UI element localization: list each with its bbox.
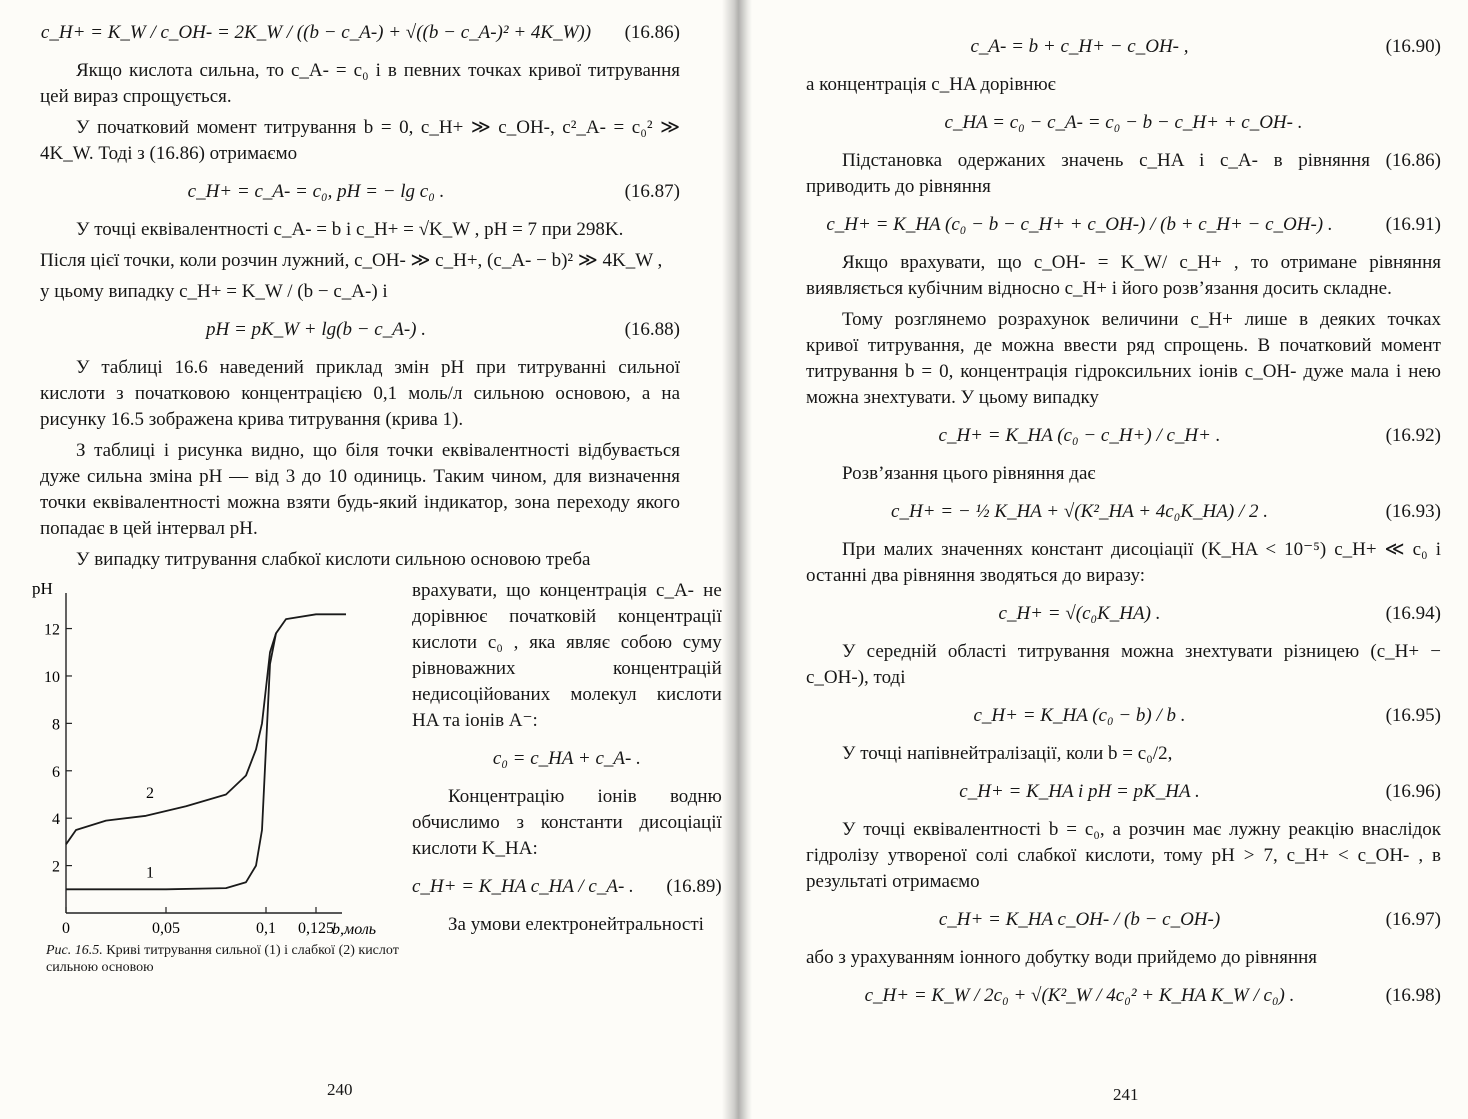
page-241	[738, 0, 1468, 1119]
equation-16-93	[806, 492, 1441, 532]
paragraph: Розв’язання цього рівняння дає	[842, 463, 1096, 484]
equation-formula: c_H+ = K_HA (c₀ − b) / b .	[973, 705, 1186, 726]
chart-series	[66, 614, 346, 889]
equation-formula: c_H+ = √(c₀K_HA) .	[998, 603, 1161, 624]
equation-number: (16.96)	[1385, 781, 1441, 802]
equation-number: (16.98)	[1385, 985, 1441, 1006]
equation-formula: c_A- = b + c_H+ − c_OH- ,	[970, 36, 1189, 57]
chart-axes	[66, 593, 342, 913]
equation-16-91	[806, 205, 1441, 245]
equation-formula: c_H+ = K_HA (c₀ − c_H+) / c_H+ .	[938, 425, 1221, 446]
y-tick-label: 4	[52, 811, 60, 829]
figure-16-5	[32, 578, 400, 976]
paragraph: Підстановка одержаних значень c_HA і c_A- в рівняння (16.86) приводить до рівняння	[806, 150, 1441, 197]
paragraph: Якщо врахувати, що c_OH- = K_W/ c_H+ , то отримане рівняння виявляється кубічним відносно c_H+ і його розв’язання досить складне.	[806, 252, 1441, 299]
equation-16-94	[806, 594, 1441, 634]
equation-formula: c_H+ = K_W / c_OH- = 2K_W / ((b − c_A-) + √((b − c_A-)² + 4K_W))	[40, 22, 592, 43]
equation-16-90	[806, 27, 1441, 67]
paragraph: Тому розглянемо розрахунок величини c_H+ лише в деяких точках кривої титрування, де можна ввести ряд спрощень. В початковий момент титрування b = 0, концентрація гідроксильних іонів c_OH- дуже мала і нею можна знехтувати. У цьому випадку	[806, 309, 1441, 408]
equation-formula: c_H+ = K_HA і pH = pK_HA .	[959, 781, 1200, 802]
y-tick-label: 2	[52, 858, 60, 876]
x-tick-label: 0,05	[152, 920, 180, 937]
equation-cha	[806, 103, 1441, 143]
equation-16-86	[40, 13, 680, 53]
paragraph: З таблиці і рисунка видно, що біля точки еквівалентності відбувається дуже сильна зміна pH — від 3 до 10 одиниць. Таким чином, для визначення точки еквівалентності можна взяти будь-який індикатор, зона переходу якого попадає в цей інтервал pH.	[40, 440, 680, 539]
x-tick-label: 0,1	[256, 920, 276, 937]
left-text-column	[32, 8, 722, 976]
equation-formula: c_H+ = K_HA (c₀ − b − c_H+ + c_OH-) / (b + c_H+ − c_OH-) .	[826, 214, 1333, 235]
equation-number: (16.86)	[624, 22, 680, 43]
equation-16-87	[40, 172, 680, 212]
equation-number: (16.89)	[666, 876, 722, 897]
paragraph: За умови електронейтральності	[448, 914, 704, 935]
paragraph: а концентрація c_HA дорівнює	[806, 74, 1056, 95]
titration-chart	[32, 578, 400, 938]
right-text-column	[806, 22, 1441, 1021]
equation-16-88	[40, 310, 680, 350]
equation-c0	[412, 739, 722, 779]
equation-number: (16.91)	[1385, 214, 1441, 235]
equation-formula: c_H+ = − ½ K_HA + √(K²_HA + 4c₀K_HA) / 2 .	[891, 501, 1268, 522]
y-tick-label: 12	[44, 621, 60, 639]
paragraph: Після цієї точки, коли розчин лужний, c_OH- ≫ c_H+, (c_A- − b)² ≫ 4K_W ,	[40, 250, 663, 271]
x-tick-label: 0,125	[298, 920, 334, 937]
equation-formula: pH = pK_W + lg(b − c_A-) .	[206, 319, 426, 340]
equation-16-96	[806, 772, 1441, 812]
page-number: 240	[327, 1080, 353, 1099]
paragraph: У точці еквівалентності c_A- = b і c_H+ = √K_W , pH = 7 при 298K.	[76, 219, 624, 240]
equation-formula: c_H+ = K_HA c_OH- / (b − c_OH-)	[938, 909, 1221, 930]
figure-side-text	[400, 578, 722, 976]
paragraph: У таблиці 16.6 наведений приклад змін pH при титруванні сильної кислоти з початковою концентрацією 0,1 моль/л сильною основою, а на рисунку 16.5 зображена крива титрування (крива 1).	[40, 357, 680, 430]
figure-caption-label: Рис. 16.5.	[46, 943, 103, 958]
equation-16-92	[806, 416, 1441, 456]
equation-16-95	[806, 696, 1441, 736]
x-axis-label: b,моль	[332, 921, 377, 938]
paragraph: При малих значеннях констант дисоціації (K_HA < 10⁻⁵) c_H+ ≪ c₀ і останні два рівняння зводяться до виразу:	[806, 539, 1441, 586]
figure-caption-text: Криві титрування сильної (1) і слабкої (2) кислот сильною основою	[46, 943, 399, 975]
equation-number: (16.90)	[1385, 36, 1441, 57]
equation-formula: c_HA = c₀ − c_A- = c₀ − b − c_H+ + c_OH- .	[944, 112, 1303, 133]
series-label-1: 1	[146, 864, 154, 882]
paragraph: або з урахуванням іонного добутку води прийдемо до рівняння	[806, 947, 1318, 968]
y-axis-label: pH	[32, 579, 53, 598]
equation-16-97	[806, 900, 1441, 940]
equation-number: (16.87)	[624, 181, 680, 202]
paragraph: У початковий момент титрування b = 0, c_H+ ≫ c_OH-, c²_A- = c₀² ≫ 4K_W. Тоді з (16.86) отримаємо	[40, 117, 680, 164]
x-tick-label: 0	[62, 920, 70, 937]
equation-number: (16.97)	[1385, 909, 1441, 930]
equation-formula: c_H+ = c_A- = c₀, pH = − lg c₀ .	[187, 181, 445, 202]
equation-number: (16.93)	[1385, 501, 1441, 522]
equation-formula: c_H+ = K_HA c_HA / c_A- .	[412, 876, 634, 897]
series-label-2: 2	[146, 784, 154, 802]
paragraph: Концентрацію іонів водню обчислимо з константи дисоціації кислоти K_HA:	[412, 786, 722, 859]
page-240	[0, 0, 730, 1119]
equation-formula: c_H+ = K_W / 2c₀ + √(K²_W / 4c₀² + K_HA K_W / c₀) .	[864, 985, 1295, 1006]
figure-caption	[46, 942, 400, 976]
y-tick-label: 8	[52, 716, 60, 734]
equation-number: (16.92)	[1385, 425, 1441, 446]
series-line-2	[66, 633, 276, 844]
y-tick-label: 6	[52, 763, 60, 781]
paragraph: врахувати, що концентрація c_A- не дорівнює початковій концентрації кислоти c₀ , яка являє собою суму рівноважних концентрацій недисоційованих молекул кислоти HA та іонів A⁻:	[412, 580, 722, 731]
paragraph: У випадку титрування слабкої кислоти сильною основою треба	[76, 549, 591, 570]
equation-16-98	[806, 976, 1441, 1016]
page-number: 241	[1113, 1085, 1139, 1104]
paragraph: у цьому випадку c_H+ = K_W / (b − c_A-) і	[40, 281, 388, 302]
equation-formula: c₀ = c_HA + c_A- .	[492, 748, 641, 769]
figure-block	[32, 578, 722, 976]
paragraph: У середній області титрування можна знехтувати різницею (c_H+ − c_OH-), тоді	[806, 641, 1441, 688]
equation-number: (16.95)	[1385, 705, 1441, 726]
equation-number: (16.88)	[624, 319, 680, 340]
equation-number: (16.94)	[1385, 603, 1441, 624]
series-line-1	[66, 614, 346, 889]
y-tick-label: 10	[44, 668, 60, 686]
paragraph: У точці напівнейтралізації, коли b = c₀/2,	[842, 743, 1173, 764]
equation-16-89	[412, 867, 722, 907]
paragraph: Якщо кислота сильна, то c_A- = c₀ і в певних точках кривої титрування цей вираз спрощується.	[40, 60, 680, 107]
paragraph: У точці еквівалентності b = c₀, а розчин має лужну реакцію внаслідок гідролізу утвореної солі слабкої кислоти, тому pH > 7, c_H+ < c_OH- , в результаті отримаємо	[806, 819, 1441, 892]
